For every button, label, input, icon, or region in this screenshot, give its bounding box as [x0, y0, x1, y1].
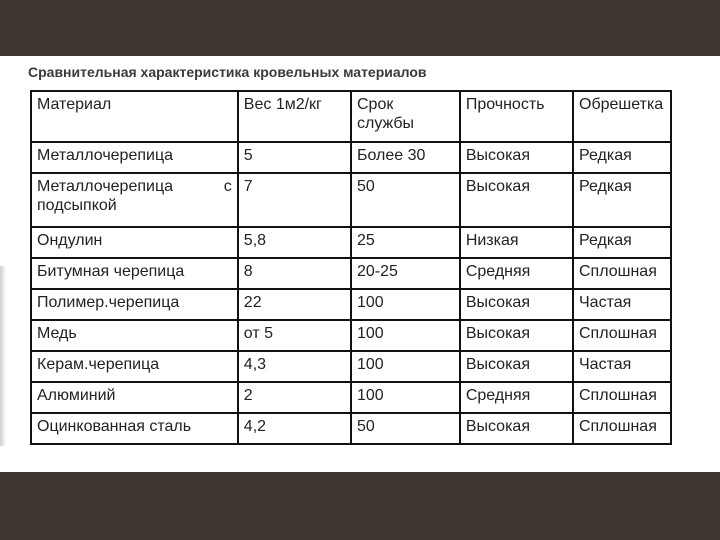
cell-lifetime: 100 — [351, 289, 460, 320]
header-cell-weight: Вес 1м2/кг — [238, 91, 351, 142]
cell-strength: Высокая — [460, 173, 573, 227]
cell-material: Алюминий — [31, 382, 238, 413]
header-cell-strength: Прочность — [460, 91, 573, 142]
cell-material: Оцинкованная сталь — [31, 413, 238, 444]
cell-weight: 8 — [238, 258, 351, 289]
cell-weight: 7 — [238, 173, 351, 227]
cell-lathing: Редкая — [573, 173, 671, 227]
cell-material: Битумная черепица — [31, 258, 238, 289]
cell-lathing: Сплошная — [573, 413, 671, 444]
header-cell-lifetime: Срок службы — [351, 91, 460, 142]
table-row — [31, 258, 671, 289]
table-row — [31, 413, 671, 444]
cell-material: Металлочерепица — [31, 142, 238, 173]
cell-lifetime: 50 — [351, 413, 460, 444]
cell-weight: 4,2 — [238, 413, 351, 444]
cell-lathing: Редкая — [573, 142, 671, 173]
table-row — [31, 351, 671, 382]
document-page — [0, 56, 720, 472]
materials-table — [30, 90, 672, 445]
cell-weight: 22 — [238, 289, 351, 320]
table-row — [31, 382, 671, 413]
page-edge-shadow — [0, 266, 6, 446]
table-row — [31, 173, 671, 227]
cell-strength: Средняя — [460, 258, 573, 289]
cell-strength: Высокая — [460, 142, 573, 173]
cell-material-text: Металлочерепица с подсыпкой — [37, 178, 232, 214]
bottom-dark-band — [0, 472, 720, 540]
top-dark-band — [0, 0, 720, 56]
cell-strength: Низкая — [460, 227, 573, 258]
cell-material: Медь — [31, 320, 238, 351]
cell-strength: Высокая — [460, 351, 573, 382]
cell-material: Керам.черепица — [31, 351, 238, 382]
cell-lathing: Сплошная — [573, 258, 671, 289]
table-row — [31, 142, 671, 173]
cell-strength: Средняя — [460, 382, 573, 413]
cell-lathing: Сплошная — [573, 320, 671, 351]
header-row — [31, 91, 671, 142]
cell-lifetime: 100 — [351, 351, 460, 382]
cell-lathing: Сплошная — [573, 382, 671, 413]
cell-lathing: Частая — [573, 351, 671, 382]
cell-weight: 5,8 — [238, 227, 351, 258]
cell-lathing: Редкая — [573, 227, 671, 258]
cell-material: Полимер.черепица — [31, 289, 238, 320]
table-row — [31, 320, 671, 351]
table-row — [31, 227, 671, 258]
header-cell-lathing: Обрешетка — [573, 91, 671, 142]
cell-lifetime: 50 — [351, 173, 460, 227]
cell-material: Ондулин — [31, 227, 238, 258]
cell-weight: 5 — [238, 142, 351, 173]
cell-lifetime: 100 — [351, 320, 460, 351]
header-cell-material: Материал — [31, 91, 238, 142]
table-row — [31, 289, 671, 320]
cell-lathing: Частая — [573, 289, 671, 320]
cell-weight: от 5 — [238, 320, 351, 351]
cell-strength: Высокая — [460, 413, 573, 444]
cell-strength: Высокая — [460, 320, 573, 351]
cell-weight: 4,3 — [238, 351, 351, 382]
cell-weight: 2 — [238, 382, 351, 413]
table-title: Сравнительная характеристика кровельных материалов — [28, 64, 427, 80]
cell-lifetime: 100 — [351, 382, 460, 413]
cell-material — [31, 173, 238, 227]
cell-strength: Высокая — [460, 289, 573, 320]
cell-lifetime: 20-25 — [351, 258, 460, 289]
cell-lifetime: 25 — [351, 227, 460, 258]
cell-lifetime: Более 30 — [351, 142, 460, 173]
